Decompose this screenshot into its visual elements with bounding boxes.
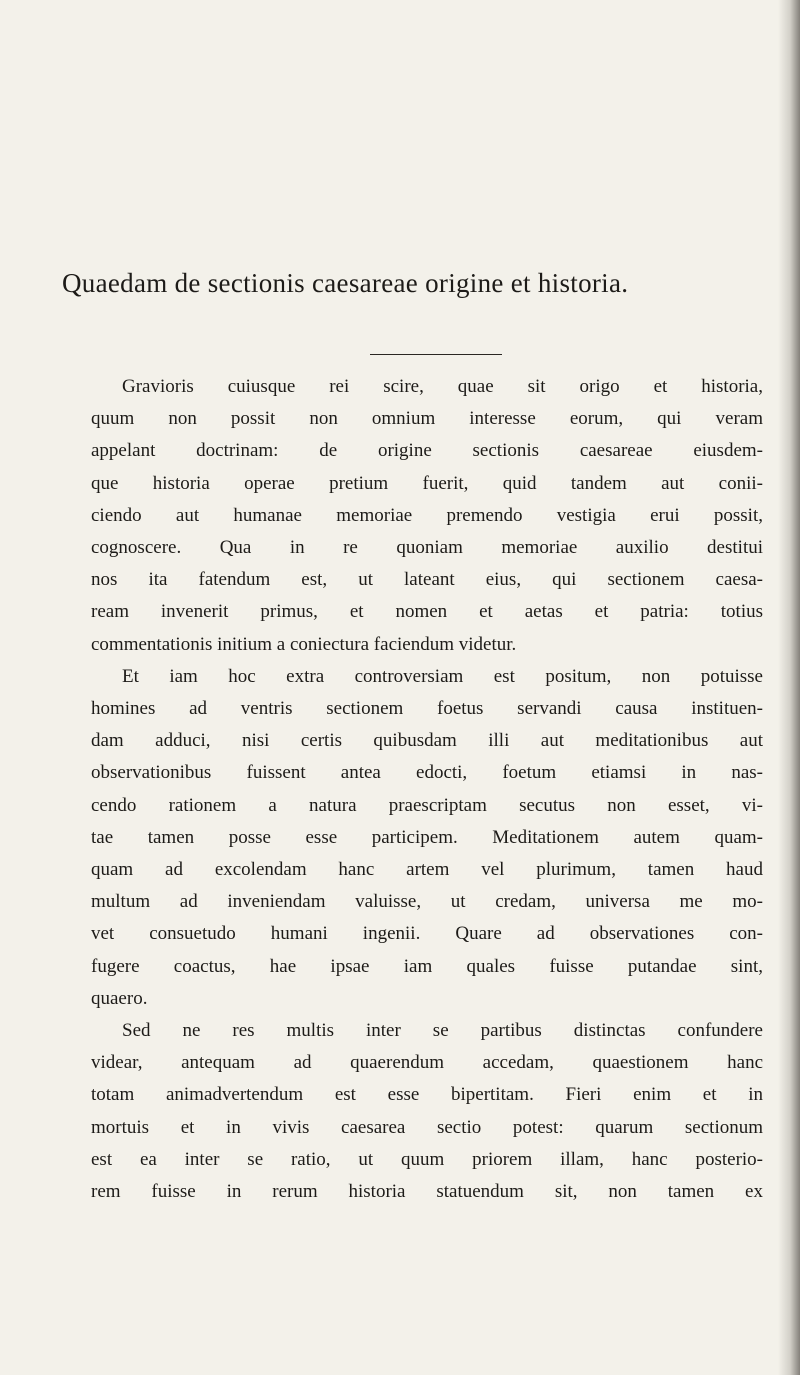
text-line: nos ita fatendum est, ut lateant eius, qui sectionem caesa- xyxy=(91,569,763,591)
text-line: totam animadvertendum est esse bipertitam. Fieri enim et in xyxy=(91,1084,763,1106)
text-line: videar, antequam ad quaerendum accedam, quaestionem hanc xyxy=(91,1052,763,1074)
text-line: fugere coactus, hae ipsae iam quales fuisse putandae sint, xyxy=(91,955,763,977)
text-line: quum non possit non omnium interesse eorum, qui veram xyxy=(91,408,763,430)
text-line: multum ad inveniendam valuisse, ut credam, universa me mo- xyxy=(91,891,763,913)
text-line: rem fuisse in rerum historia statuendum sit, non tamen ex xyxy=(91,1181,763,1203)
text-line: Et iam hoc extra controversiam est positum, non potuisse xyxy=(122,665,763,687)
text-line: est ea inter se ratio, ut quum priorem illam, hanc posterio- xyxy=(91,1148,763,1170)
title-rule xyxy=(370,354,502,355)
text-line: tae tamen posse esse participem. Meditationem autem quam- xyxy=(91,826,763,848)
text-line: commentationis initium a coniectura faciendum videtur. xyxy=(91,633,517,655)
text-line: vet consuetudo humani ingenii. Quare ad observationes con- xyxy=(91,923,763,945)
page-edge-shadow xyxy=(778,0,800,1375)
body-text xyxy=(91,371,763,1208)
text-line: dam adduci, nisi certis quibusdam illi aut meditationibus aut xyxy=(91,730,763,752)
text-line: homines ad ventris sectionem foetus servandi causa instituen- xyxy=(91,698,763,720)
text-line: quam ad excolendam hanc artem vel plurimum, tamen haud xyxy=(91,859,763,881)
text-line: observationibus fuissent antea edocti, foetum etiamsi in nas- xyxy=(91,762,763,784)
text-line: cognoscere. Qua in re quoniam memoriae auxilio destitui xyxy=(91,537,763,559)
text-line: ream invenerit primus, et nomen et aetas et patria: totius xyxy=(91,601,763,623)
text-line: cendo rationem a natura praescriptam secutus non esset, vi- xyxy=(91,794,763,816)
text-line: que historia operae pretium fuerit, quid tandem aut conii- xyxy=(91,472,763,494)
text-line: ciendo aut humanae memoriae premendo vestigia erui possit, xyxy=(91,504,763,526)
text-line: Gravioris cuiusque rei scire, quae sit origo et historia, xyxy=(122,376,763,397)
page-title: Quaedam de sectionis caesareae origine et historia. xyxy=(62,268,629,298)
text-line: quaero. xyxy=(91,987,148,1009)
text-line: appelant doctrinam: de origine sectionis caesareae eiusdem- xyxy=(91,440,763,462)
text-line: mortuis et in vivis caesarea sectio potest: quarum sectionum xyxy=(91,1116,763,1138)
text-line: Sed ne res multis inter se partibus distinctas confundere xyxy=(122,1020,763,1042)
